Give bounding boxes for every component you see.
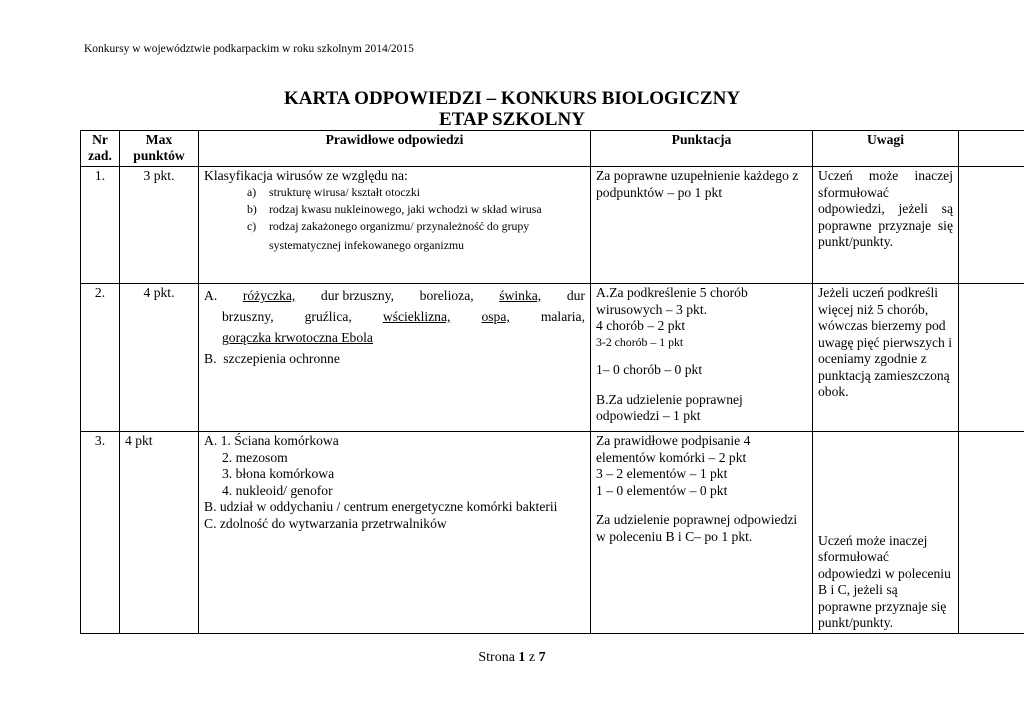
- row2-a-line1: [204, 285, 585, 306]
- document-header: Konkursy w województwie podkarpackim w roku szkolnym 2014/2015: [84, 43, 414, 55]
- disease: brzuszny,: [222, 309, 274, 325]
- table-header-row: [81, 131, 1024, 167]
- row3-c: C. zdolność do wytwarzania przetrwalników: [204, 515, 447, 531]
- row3-a3: 3. błona komórkowa: [222, 466, 335, 482]
- row2-a-line3: [204, 327, 585, 348]
- row2-b-mark: B.: [204, 351, 217, 367]
- col-header-nr-line1: Nr: [92, 132, 108, 147]
- row1-item-b-text: rodzaj kwasu nukleinowego, jaki wchodzi w skład wirusa: [269, 201, 542, 216]
- row1-item-a-mark: a): [247, 184, 257, 199]
- disease-underlined: ospa,: [481, 309, 510, 325]
- row2-b-line: [204, 348, 585, 369]
- row3-extra: [959, 432, 1024, 634]
- document-subtitle: ETAP SZKOLNY: [439, 109, 585, 130]
- row3-nr: 3.: [81, 432, 120, 634]
- row3-answers: [199, 432, 591, 634]
- row1-item-c-cont: systematycznej infekowanego organizmu: [269, 237, 465, 252]
- row3-scoring-line: 1 – 0 elementów – 0 pkt: [596, 482, 728, 498]
- row2-max: 4 pkt.: [120, 284, 199, 432]
- row3-b: B. udział w oddychaniu / centrum energetyczne komórki bakterii: [204, 499, 558, 515]
- footer-total: 7: [538, 650, 546, 665]
- row2-a-line2: [204, 306, 585, 327]
- row3-scoring: [591, 432, 813, 634]
- row2-scoring: [591, 284, 813, 432]
- page-footer: [0, 650, 1024, 666]
- disease: borelioza,: [419, 288, 474, 303]
- footer-prefix: Strona: [478, 650, 515, 665]
- row2-nr: 2.: [81, 284, 120, 432]
- disease: gruźlica,: [304, 309, 352, 325]
- row3-a1: A. 1. Ściana komórkowa: [204, 433, 339, 448]
- row1-max: 3 pkt.: [120, 167, 199, 284]
- row1-item-c: [204, 219, 585, 233]
- row3-a4: 4. nukleoid/ genofor: [222, 482, 333, 498]
- footer-mid: z: [528, 650, 536, 665]
- row2-extra: [959, 284, 1024, 432]
- col-header-nr: [81, 131, 120, 167]
- footer-page: 1: [518, 650, 526, 665]
- row2-answers: [199, 284, 591, 432]
- row1-extra: [959, 167, 1024, 284]
- table-row: [81, 432, 1024, 634]
- row1-intro: Klasyfikacja wirusów ze względu na:: [204, 168, 408, 183]
- disease-underlined: gorączka krwotoczna Ebola: [222, 330, 373, 346]
- row3-scoring-line: Za udzielenie poprawnej odpowiedzi w poleceniu B i C– po 1 pkt.: [596, 512, 798, 544]
- answer-key-table: [80, 130, 1024, 634]
- row2-scoring-line: 1– 0 chorób – 0 pkt: [596, 362, 703, 378]
- row1-item-a: [204, 185, 585, 199]
- col-header-answers: Prawidłowe odpowiedzi: [199, 131, 591, 167]
- row1-notes: Uczeń może inaczej sformułować odpowiedzi, jeżeli są poprawne przyznaje się punkt/punkty.: [813, 167, 959, 284]
- row3-notes-text: Uczeń może inaczej sformułować odpowiedzi w poleceniu B i C, jeżeli są poprawne przyznaje się punkt/punkty.: [818, 532, 951, 631]
- row2-b-text: szczepienia ochronne: [223, 351, 340, 367]
- row3-scoring-line: Za prawidłowe podpisanie 4 elementów komórki – 2 pkt: [596, 433, 751, 465]
- row1-scoring: Za poprawne uzupełnienie każdego z podpunktów – po 1 pkt: [591, 167, 813, 284]
- row1-item-c-mark: c): [247, 219, 257, 234]
- row1-answers: [199, 167, 591, 284]
- row2-a-mark: A.: [204, 288, 218, 303]
- row1-nr: 1.: [81, 167, 120, 284]
- row1-item-b: [204, 202, 585, 216]
- col-header-nr-line2: zad.: [88, 147, 112, 163]
- table-row: [81, 167, 1024, 284]
- disease-underlined: świnka,: [499, 288, 542, 303]
- row1-item-b-mark: b): [247, 201, 257, 216]
- row2-scoring-line: B.Za udzielenie poprawnej odpowiedzi – 1 pkt: [596, 391, 743, 424]
- disease: malaria,: [540, 309, 585, 325]
- col-header-extra: [959, 131, 1024, 167]
- disease: dur: [566, 288, 585, 303]
- row3-max: 4 pkt: [120, 432, 199, 634]
- disease: dur brzuszny,: [320, 288, 395, 303]
- col-header-scoring: Punktacja: [591, 131, 813, 167]
- row1-item-a-text: strukturę wirusa/ kształt otoczki: [269, 184, 421, 199]
- row3-scoring-line: 3 – 2 elementów – 1 pkt: [596, 466, 728, 482]
- table-row: [81, 284, 1024, 432]
- col-header-max-line2: punktów: [133, 147, 185, 163]
- row2-scoring-line: 4 chorób – 2 pkt: [596, 318, 686, 334]
- col-header-notes: Uwagi: [813, 131, 959, 167]
- row3-a2: 2. mezosom: [222, 449, 288, 465]
- row2-notes: Jeżeli uczeń podkreśli więcej niż 5 chorób, wówczas bierzemy pod uwagę pięć pierwszych i oceniamy zgodnie z punktacją zamieszczoną obok.: [813, 284, 959, 432]
- col-header-max: [120, 131, 199, 167]
- col-header-max-line1: Max: [145, 132, 173, 147]
- document-title: KARTA ODPOWIEDZI – KONKURS BIOLOGICZNY: [283, 88, 741, 109]
- disease-underlined: różyczka,: [242, 288, 296, 303]
- row2-scoring-line: A.Za podkreślenie 5 chorób wirusowych – 3 pkt.: [596, 285, 748, 317]
- row1-item-c-text: rodzaj zakażonego organizmu/ przynależność do grupy: [269, 219, 530, 234]
- row3-notes: [813, 432, 959, 634]
- row2-scoring-line: 3-2 chorób – 1 pkt: [596, 334, 684, 349]
- disease-underlined: wścieklizna,: [382, 309, 451, 325]
